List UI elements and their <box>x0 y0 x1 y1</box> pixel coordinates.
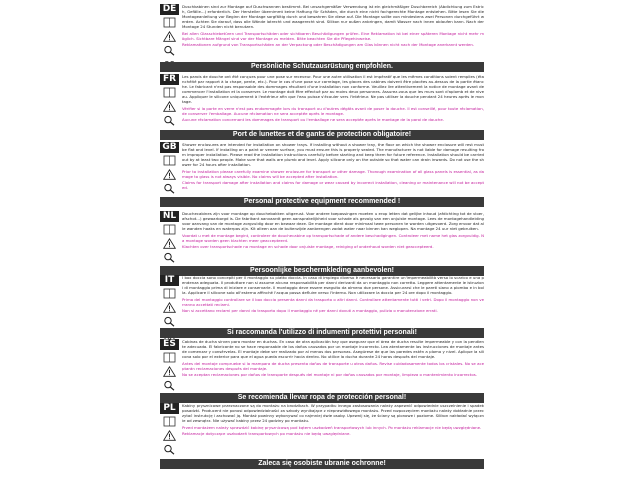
magnifier-icon <box>163 45 176 56</box>
highlight-paragraph: Aucune réclamation concernant les dommages de transport ou l'emballage ne sera acceptée après le montage de la paroi de douche. <box>182 117 444 123</box>
warning-triangle-icon <box>163 430 176 441</box>
body-paragraph: Cabinas de ducha sirven para montar en duchas. En caso de otra aplicación hay que asegurar que el área de ducha resulte impermeable y con la pendiente adecuada. El fabricante no se hace responsable de los daños causados por un montaje incorrecto. Lea atentamente las instrucciones de montaje antes de comenzar y consérvelas. El montaje debe ser realizado por al menos dos personas. Asegúrese de que las paredes estén a plomo y nivel. Aplique la silicona solo por el exterior para que el agua pueda escurrir hacia dentro. No utilice la ducha durante 24 horas después del montaje. <box>182 339 484 360</box>
section-text <box>182 4 484 62</box>
shower-enclosure-icon <box>163 87 176 98</box>
highlight-paragraph: Bei allen Glasschiebetüren und Transportschäden oder sichtbaren Beschädigungen prüfen. Eine Reklamation ist bei einer späteren Montage nicht mehr möglich. Sichtbare Mängel sind vor der Montage zu melden. Bitte beachten Sie die Pflegehinweise. <box>182 30 484 41</box>
highlight-paragraph: Klachten over transportschade na montage en schade door onjuiste montage, reiniging of onderhoud worden niet geaccepteerd. <box>182 243 434 249</box>
shower-enclosure-icon <box>163 224 176 235</box>
language-code-badge: NL <box>160 211 179 222</box>
highlight-paragraph: Vérifier si la porte en verre n'est pas endommagée lors du transport ou d'autres dégâts avant de poser la douche. Il est conseillé, pour toute réclamation, de conserver l'emballage. Aucune réclamation ne sera acceptée après le montage. <box>182 105 484 116</box>
protection-banner: Persönliche Schutzausrüstung empfohlen. <box>160 62 484 72</box>
language-section-es <box>160 339 484 391</box>
body-paragraph: Shower enclosures are intended for installation on shower trays. If installing without a shower tray, the floor on which the shower enclosure will rest must be flat and level. If installing on a paint or veneer surface, you must ensure this is properly sealed. The manufacturer is not liable for damage resulting from improper installation. Please read the installation instructions carefully before starting and keep them for future reference. Installation should be carried out by at least two people. Make sure that walls are plumb and level. Apply silicone only on the outside so that water can drain inwards. Do not use the shower for 24 hours after installation. <box>182 142 484 168</box>
warning-triangle-icon <box>163 31 176 42</box>
protection-banner: Zaleca się osobiste ubranie ochronne! <box>160 459 484 469</box>
highlight-paragraph: Non si accettano reclami per danni da trasporto dopo il montaggio né per danni dovuti a montaggio, pulizia o manutenzione errati. <box>182 307 438 313</box>
language-code-badge: DE <box>160 4 179 15</box>
protection-banner: Se recomienda llevar ropa de protección personal! <box>160 393 484 403</box>
section-text <box>182 211 484 263</box>
instruction-sheet <box>160 4 484 474</box>
section-text <box>182 74 484 130</box>
warning-triangle-icon <box>163 238 176 249</box>
language-section-fr <box>160 74 484 130</box>
language-section-nl <box>160 211 484 263</box>
shower-enclosure-icon <box>163 155 176 166</box>
warning-triangle-icon <box>163 302 176 313</box>
section-text <box>182 339 484 391</box>
magnifier-icon <box>163 183 176 194</box>
shower-enclosure-icon <box>163 17 176 28</box>
protection-banner: Port de lunettes et de gants de protection obligatoire! <box>160 130 484 140</box>
highlight-paragraph: Przed montażem należy sprawdzić kabinę prysznicową pod kątem uszkodzeń transportowych lub innych. Po montażu reklamacje nie będą uwzględniane. <box>182 424 482 430</box>
section-text <box>182 403 484 456</box>
body-paragraph: Douchecabines zijn voor montage op douchebakken uitgerust. Voor andere toepassingen moeten u erop letten dat gelijke inhoud (afdichting tot de vloer, afschot...) gewaarborgd is. De fabrikant aanvaardt geen aansprakelijkheid voor schade als gevolg van een onjuiste montage. Lees de montagehandleiding voor aanvang van de montage zorgvuldig door en bewaar deze. De montage dient door minimaal twee personen te worden uitgevoerd. Zorg ervoor dat alle wanden haaks en waterpas zijn. Kit alleen aan de buitenzijde aanbrengen zodat water naar binnen kan weglopen. Na montage 24 uur niet gebruiken. <box>182 211 484 232</box>
warning-triangle-icon <box>163 366 176 377</box>
language-code-badge: PL <box>160 403 179 414</box>
body-paragraph: I box doccia sono concepiti per il montaggio su piatto doccia. In caso di impiego diverso è necessario garantire un'impermeabilità verso lo scarico e una pendenza adeguata. Il produttore non si assume alcuna responsabilità per danni derivanti da un montaggio non corretto. Leggere attentamente le istruzioni di montaggio prima di iniziare e conservarle. Il montaggio deve essere eseguito da almeno due persone. Assicurarsi che le pareti siano a piombo e in bolla. Applicare il silicone solo all'esterno affinché l'acqua possa defluire verso l'interno. Non utilizzare la doccia per 24 ore dopo il montaggio. <box>182 275 484 296</box>
language-section-pl <box>160 403 484 456</box>
language-section-it <box>160 275 484 326</box>
magnifier-icon <box>163 380 176 391</box>
highlight-paragraph: Prior to installation please carefully examine shower enclosure for transport or other damage. Thorough examination of all glass panels is essential, as damage to glass is not always visible. No claims will be accepted after installation. <box>182 168 484 179</box>
language-code-badge: GB <box>160 142 179 153</box>
magnifier-icon <box>163 252 176 263</box>
highlight-paragraph: Prima del montaggio controllare se il box doccia presenta danni da trasporto o altri danni. Controllare attentamente tutti i vetri. Dopo il montaggio non verranno accettati reclami. <box>182 296 484 307</box>
protection-banner: Personal protective equipment recommended ! <box>160 197 484 207</box>
highlight-paragraph: Reklamationen aufgrund von Transportschäden an der Verpackung oder Beschädigungen am Glas können nicht nach der Montage anerkannt werden. <box>182 42 475 48</box>
body-paragraph: Duschkabinen sind zur Montage auf Duschwannen bestimmt. Bei unsachgemäßer Verwendung ist ein gleichmäßiger Duschbereich (Abdichtung zum Estrich, Gefälle...) erforderlich. Der Hersteller übernimmt keine Haftung für Schäden, die durch eine nicht fachgerechte Montage entstehen. Bitte lesen Sie die Montageanleitung vor Beginn der Montage sorgfältig durch und bewahren Sie diese auf. Die Montage sollte von mindestens zwei Personen durchgeführt werden. Achten Sie darauf, dass alle Wände lotrecht und waagerecht sind. Silikon nur außen anbringen, damit Wasser nach innen ablaufen kann. Nach der Montage 24 Stunden nicht benutzen. <box>182 4 484 30</box>
protection-banner: Si raccomanda l'utilizzo di indumenti protettivi personali! <box>160 328 484 338</box>
shower-enclosure-icon <box>163 288 176 299</box>
language-code-badge: IT <box>160 275 179 286</box>
shower-enclosure-icon <box>163 416 176 427</box>
body-paragraph: Kabiny prysznicowe przeznaczone są do montażu na brodzikach. W przypadku innego zastosowania należy zapewnić odpowiednie uszczelnienie i spadek posadzki. Producent nie ponosi odpowiedzialności za szkody wynikające z nieprawidłowego montażu. Przed rozpoczęciem montażu należy dokładnie przeczytać instrukcję i zachować ją. Montaż powinny wykonywać co najmniej dwie osoby. Upewnij się, że ściany są pionowe i poziome. Silikon nakładać wyłącznie od zewnątrz. Nie używać kabiny przez 24 godziny po montażu. <box>182 403 484 424</box>
protection-banner: Persoonlijke beschermkleding aanbevolen! <box>160 266 484 276</box>
language-section-gb <box>160 142 484 195</box>
section-text <box>182 275 484 326</box>
warning-triangle-icon <box>163 101 176 112</box>
language-code-badge: FR <box>160 74 179 85</box>
language-code-badge: ES <box>160 339 179 350</box>
magnifier-icon <box>163 316 176 327</box>
magnifier-icon <box>163 115 176 126</box>
warning-triangle-icon <box>163 169 176 180</box>
shower-enclosure-icon <box>163 352 176 363</box>
magnifier-icon <box>163 444 176 455</box>
highlight-paragraph: Voordat u met de montage begint, controleer de douchecabine op transportschade of andere beschadigingen. Controleer met name het glas zorgvuldig. Na montage worden geen klachten meer geaccepteerd. <box>182 232 484 243</box>
highlight-paragraph: No se aceptan reclamaciones por daños de transporte después del montaje ni por daños causados por montaje, limpieza o mantenimiento incorrectos. <box>182 371 477 377</box>
language-section-de <box>160 4 484 62</box>
highlight-paragraph: Reklamacje dotyczące uszkodzeń transportowych po montażu nie będą uwzględniane. <box>182 430 351 436</box>
body-paragraph: Les parois de douche ont été conçues pour une pose sur receveur. Pour une autre utilisation il est impératif que les mêmes conditions soient remplies (étanchéité par rapport à la chape, pente, etc.). Pour le cas d'une pose sur carrelage, les glaces des cabines doivent être placées au-dessus de la partie étanche. Le fabricant n'est pas responsable des dommages résultant d'une installation non conforme. Veuillez lire attentivement la notice de montage avant de commencer l'installation et la conserver. Le montage doit être effectué par au moins deux personnes. Assurez-vous que les murs sont d'aplomb et de niveau. Appliquer le silicone uniquement à l'extérieur afin que l'eau puisse s'écouler vers l'intérieur. Ne pas utiliser la douche pendant 24 heures après le montage. <box>182 74 484 105</box>
section-text <box>182 142 484 195</box>
highlight-paragraph: Antes del montaje compruebe si la mampara de ducha presenta daños de transporte u otros daños. Revise cuidadosamente todos los cristales. No se aceptarán reclamaciones después del montaje. <box>182 360 484 371</box>
highlight-paragraph: Claims for transport damage after installation and claims for damage or wear caused by incorrect installation, cleaning or maintenance will not be accepted. <box>182 180 484 191</box>
